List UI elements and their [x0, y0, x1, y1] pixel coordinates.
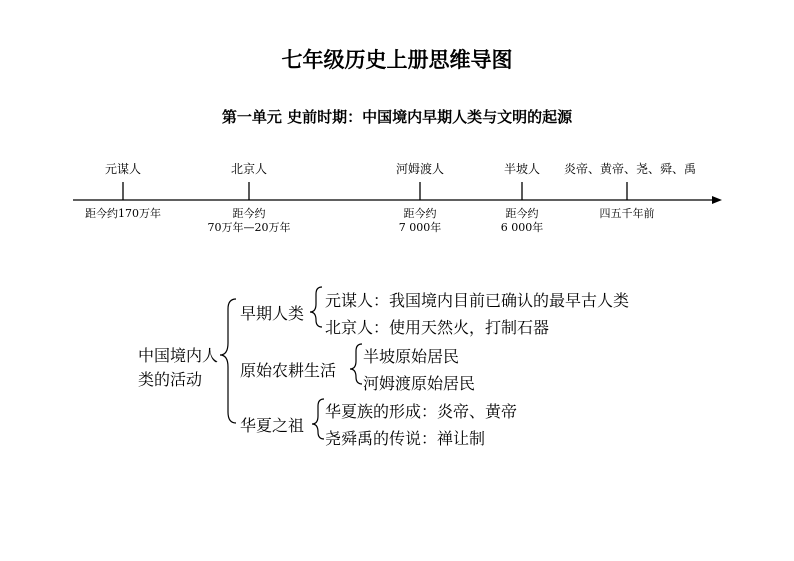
timeline-date: 距今约 7 000年: [398, 207, 442, 234]
mindmap-leaf: 尧舜禹的传说：禅让制: [325, 429, 486, 448]
timeline-event-label: 半坡人: [503, 162, 541, 176]
root-brace: [220, 299, 236, 423]
timeline-date: 四五千年前: [599, 207, 655, 220]
unit-subtitle: 第一单元 史前时期：中国境内早期人类与文明的起源: [221, 108, 573, 126]
timeline-date: 距今约170万年: [85, 207, 161, 220]
timeline-event-label: 元谋人: [104, 162, 142, 176]
mindmap-branch: 原始农耕生活: [240, 361, 337, 380]
timeline-event-label: 炎帝、黄帝、尧、舜、禹: [563, 162, 697, 176]
mindmap-leaf: 半坡原始居民: [363, 347, 460, 366]
timeline-arrowhead: [712, 196, 722, 204]
branch-brace: [310, 287, 322, 327]
timeline-event-label: 北京人: [230, 162, 268, 176]
mindmap-root: 中国境内人 类的活动: [138, 346, 219, 389]
mindmap-branch: 华夏之祖: [240, 416, 305, 435]
timeline-date: 距今约 6 000年: [500, 207, 544, 234]
mindmap-leaf: 北京人：使用天然火，打制石器: [325, 318, 550, 337]
mindmap-leaf: 华夏族的形成：炎帝、黄帝: [325, 402, 518, 421]
page-title: 七年级历史上册思维导图: [281, 48, 513, 72]
mindmap-leaf: 元谋人：我国境内目前已确认的最早古人类: [325, 291, 630, 310]
branch-brace: [312, 399, 324, 439]
mindmap-branch: 早期人类: [240, 304, 305, 323]
timeline-event-label: 河姆渡人: [395, 162, 445, 176]
branch-brace: [350, 344, 362, 384]
timeline-date: 距今约 70万年—20万年: [207, 207, 291, 234]
mindmap-leaf: 河姆渡原始居民: [363, 374, 476, 393]
